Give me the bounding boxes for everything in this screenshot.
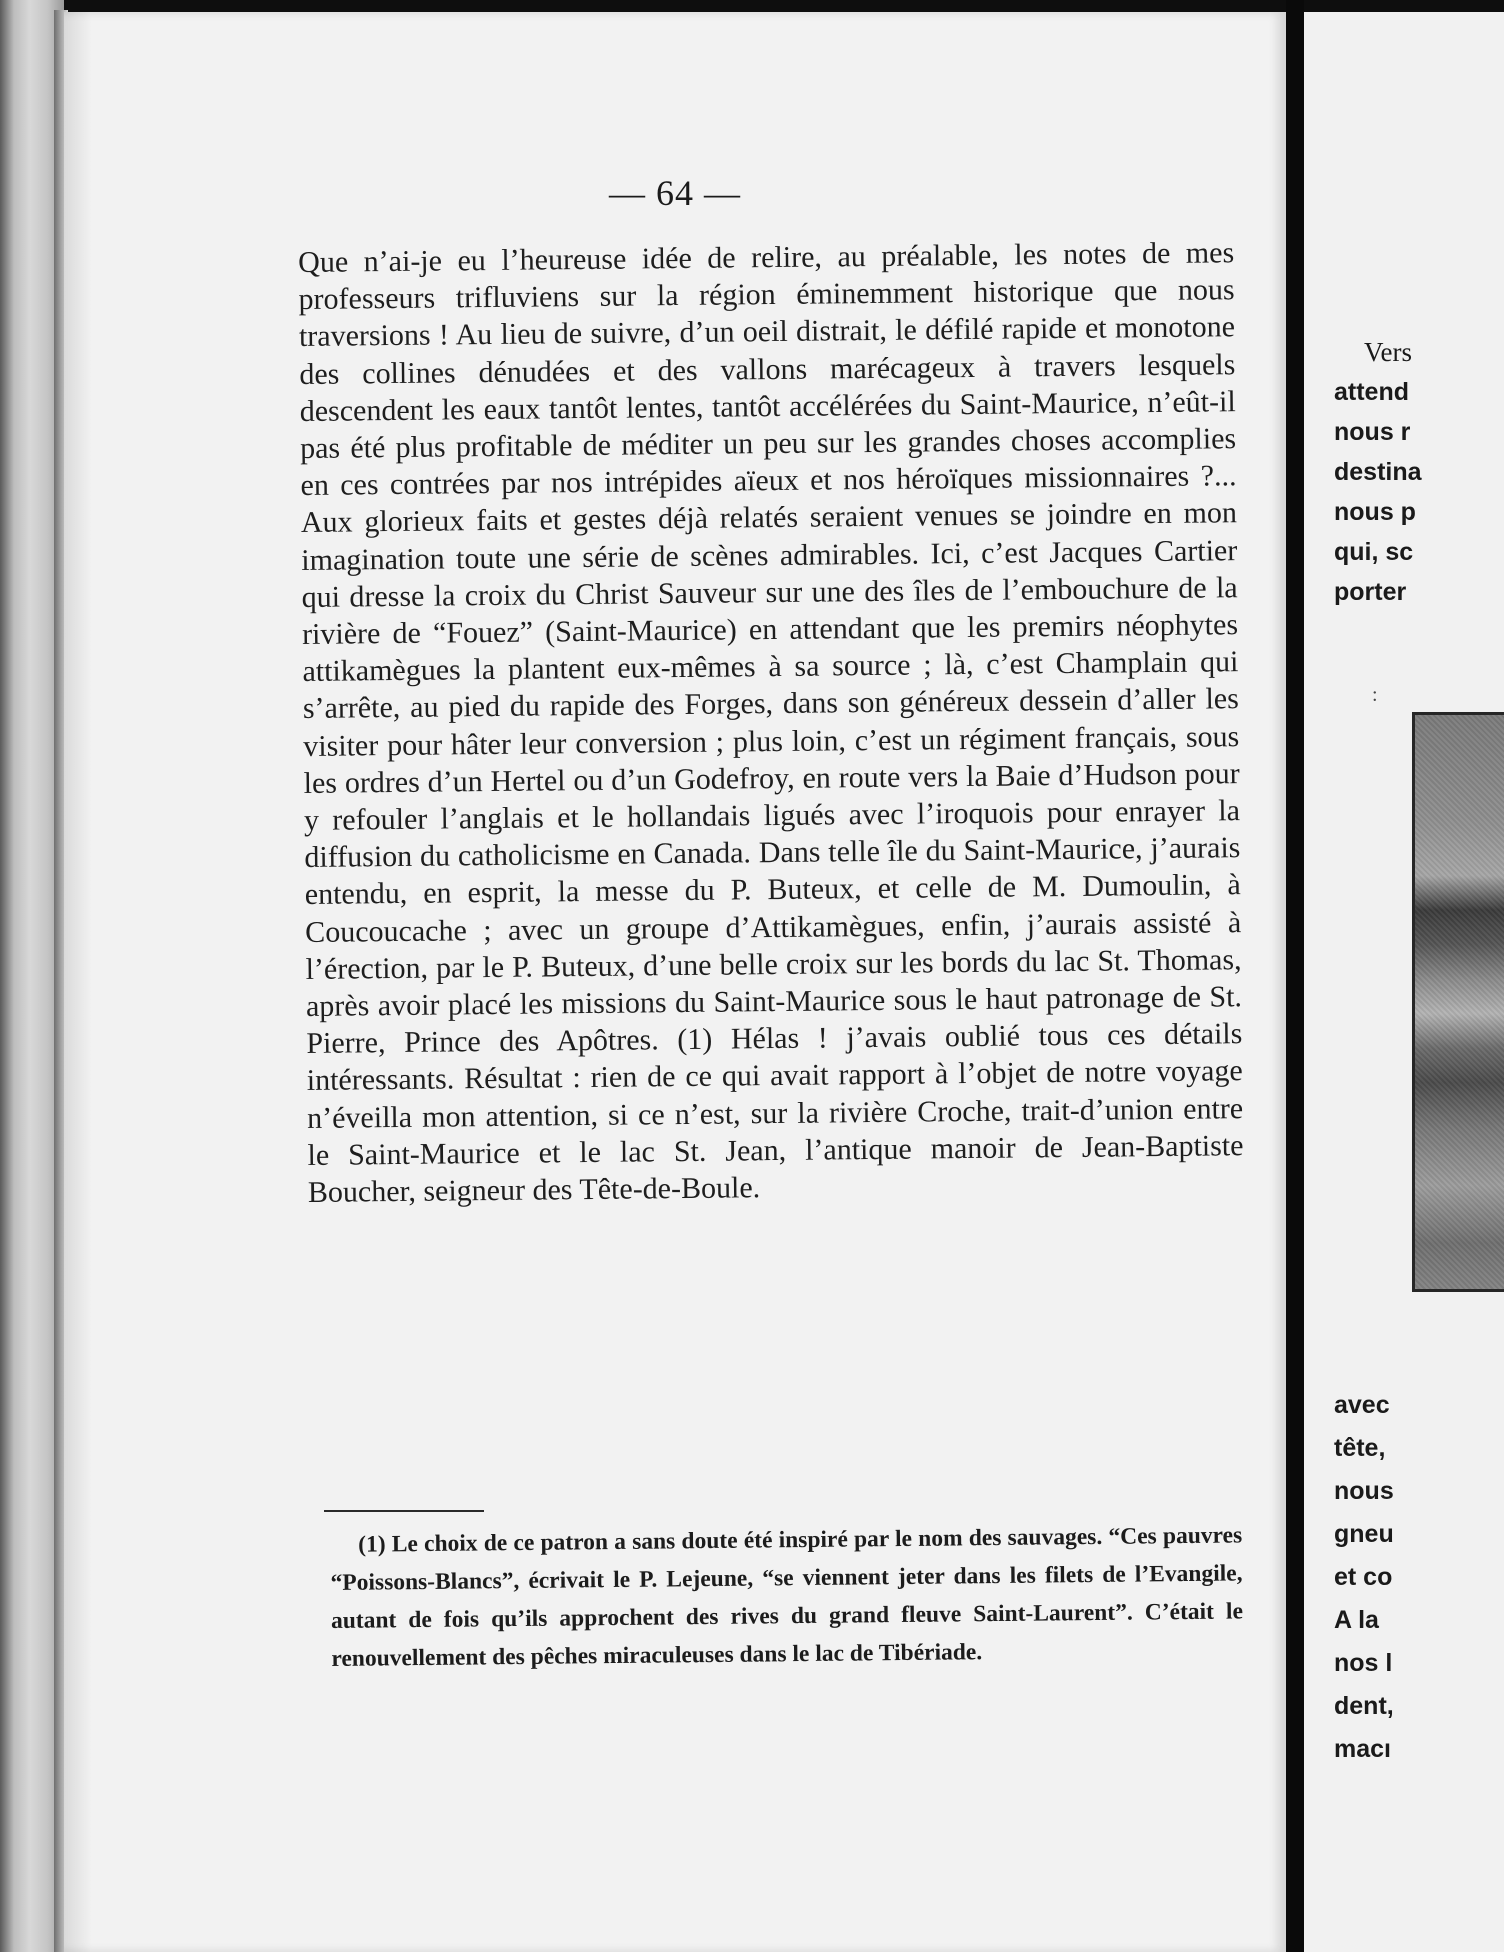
- right-page-partial: [1304, 12, 1504, 1952]
- text-fragment: gneu: [1334, 1520, 1394, 1548]
- text-fragment: Vers: [1364, 337, 1412, 367]
- text-fragment: porter: [1334, 578, 1407, 606]
- footnote-separator: [324, 1510, 484, 1512]
- body-paragraph: Que n’ai-je eu l’heureuse idée de relire, au préalable, les notes de mes professeurs trifluviens sur la région éminemment historique que nous traversions ! Au lieu de suivre, d’un oeil distrait, le défilé rapide et monotone des collines dénudées et des vallons marécageux à travers lesquels descendent les eaux tantôt lentes, tantôt accélérées du Saint-Maurice, n’eût-il pas été plus profitable de méditer un peu sur les grandes choses accomplies en ces contrées par nos intrépides aïeux et nos héroïques missionnaires ?... Aux glorieux faits et gestes déjà relatés seraient venues se joindre en mon imagination toute une série de scènes admirables. Ici, c’est Jacques Cartier qui dresse la croix du Christ Sauveur sur une des îles de l’embouchure de la rivière de “Fouez” (Saint-Maurice) en attendant que les premirs néophytes attikamègues la plantent eux-mêmes à sa source ; là, c’est Champlain qui s’arrête, au pied du rapide des Forges, dans son généreux dessein d’aller les visiter pour hâter leur conversion ; plus loin, c’est un régiment français, sous les ordres d’un Hertel ou d’un Godefroy, en route vers la Baie d’Hudson pour y refouler l’anglais et le hollandais ligués avec l’iroquois pour enrayer la diffusion du catholicisme en Canada. Dans telle île du Saint-Maurice, j’aurais entendu, en esprit, la messe du P. Buteux, et celle de M. Dumoulin, à Coucoucache ; avec un groupe d’Attikamègues, enfin, j’aurais assisté à l’érection, par le P. Buteux, d’une belle croix sur les bords du lac St. Thomas, après avoir placé les missions du Saint-Maurice sous le haut patronage de St. Pierre, Prince des Apôtres. (1) Hélas ! j’avais oublié tous ces détails intéressants. Résultat : rien de ce qui avait rapport à l’objet de notre voyage n’éveilla mon attention, si ce n’est, sur la rivière Croche, trait-d’union entre le Saint-Maurice et le lac St. Jean, l’antique manoir de Jean-Baptiste Boucher, seigneur des Tête-de-Boule.: [298, 236, 1244, 1210]
- footnote: [330, 1516, 1244, 1678]
- text-fragment: macı: [1334, 1735, 1391, 1763]
- text-fragment: qui, sc: [1334, 538, 1414, 566]
- text-fragment: attend: [1334, 378, 1409, 406]
- right-page-top-text: [1334, 332, 1422, 612]
- left-page: [64, 12, 1286, 1952]
- text-fragment: dent,: [1334, 1692, 1394, 1720]
- page-gutter: [1286, 0, 1304, 1952]
- text-fragment: destina: [1334, 458, 1422, 486]
- text-fragment: nos l: [1334, 1649, 1393, 1677]
- text-fragment: nous: [1334, 1477, 1394, 1505]
- text-fragment: nous r: [1334, 418, 1411, 446]
- text-fragment: nous p: [1334, 498, 1416, 526]
- footnote-text: (1) Le choix de ce patron a sans doute été inspiré par le nom des sauvages. “Ces pauvres “Poissons-Blancs”, écrivait le P. Lejeune, “se viennent jeter dans les filets de l’Evangile, autant de fois qu’ils approchent des rives du grand fleuve Saint-Laurent”. C’était le renouvellement des pêches miraculeuses dans le lac de Tibériade.: [330, 1522, 1244, 1672]
- text-fragment: tête,: [1334, 1434, 1386, 1462]
- body-text: [298, 234, 1244, 1211]
- stray-mark: :: [1372, 684, 1378, 706]
- text-fragment: A la: [1334, 1606, 1379, 1634]
- page-number: — 64 —: [609, 173, 741, 213]
- photograph-partial: [1412, 712, 1504, 1292]
- text-fragment: avec: [1334, 1391, 1390, 1419]
- right-page-bottom-text: [1334, 1384, 1394, 1771]
- text-fragment: et co: [1334, 1563, 1393, 1591]
